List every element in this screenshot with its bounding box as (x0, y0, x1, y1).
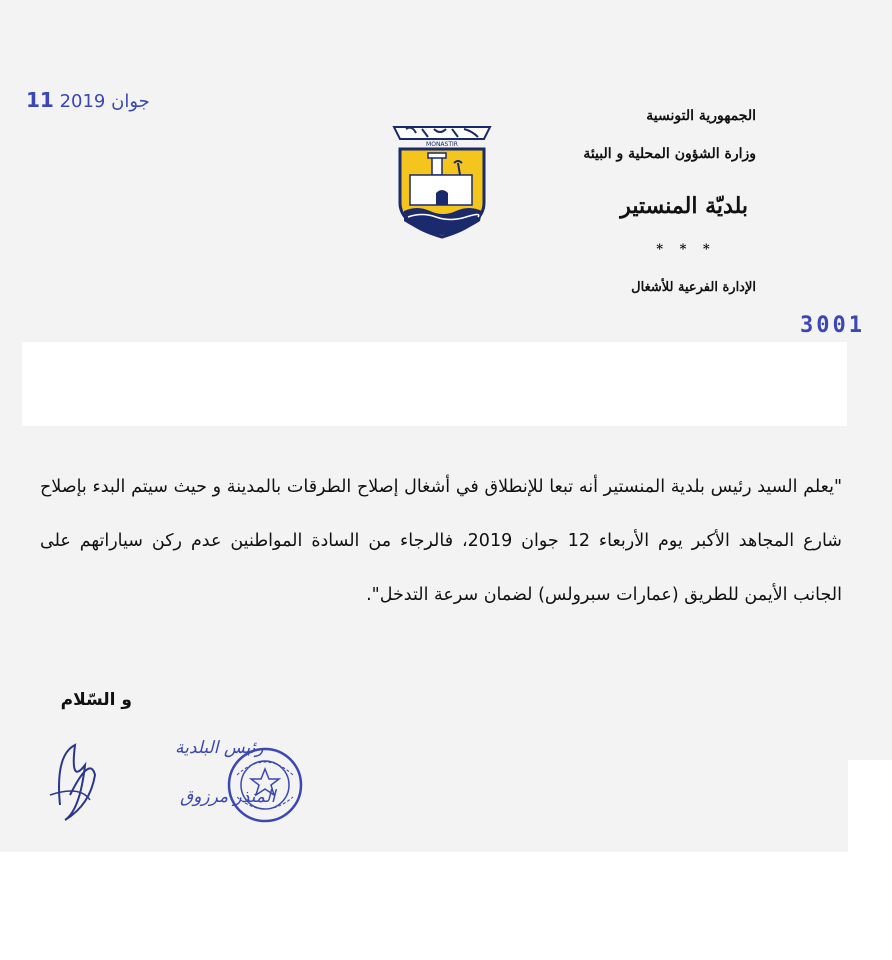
notice-body: "يعلم السيد رئيس بلدية المنستير أنه تبعا للإنطلاق في أشغال إصلاح الطرقات بالمدينة و حيث سيتم البدء بإصلاح شارع المجاهد الأكبر يوم الأربعاء 12 جوان 2019، فالرجاء من السادة المواطنين عدم ركن سياراتهم على الجانب الأيمن للطريق (عمارات سبرولس) لضمان سرعة التدخل". (40, 477, 842, 605)
monastir-coat-of-arms-icon (392, 125, 492, 240)
date-stamp-day: 11 (26, 88, 54, 112)
header-department: الإدارة الفرعية للأشغال (631, 280, 756, 295)
header-ministry: وزارة الشؤون المحلية و البيئة (583, 146, 756, 162)
redaction-band (22, 342, 847, 426)
header-separator: * * * (656, 242, 716, 257)
logo-caption: MONASTIR (426, 141, 458, 148)
right-blank-area (848, 760, 892, 860)
header-municipality: بلديّة المنستير (620, 193, 748, 219)
reference-number-stamp: 3001 (800, 313, 865, 338)
signatory-title: رئيس البلدية (175, 738, 264, 758)
closing-salutation: و السّلام (60, 690, 132, 710)
date-stamp (26, 88, 150, 112)
header-republic: الجمهورية التونسية (646, 108, 756, 124)
date-stamp-month-year: جوان 2019 (59, 91, 150, 112)
bottom-blank-area (0, 852, 892, 960)
signatory-name: المنذر مرزوق (180, 787, 276, 807)
official-seal-icon (225, 745, 305, 825)
